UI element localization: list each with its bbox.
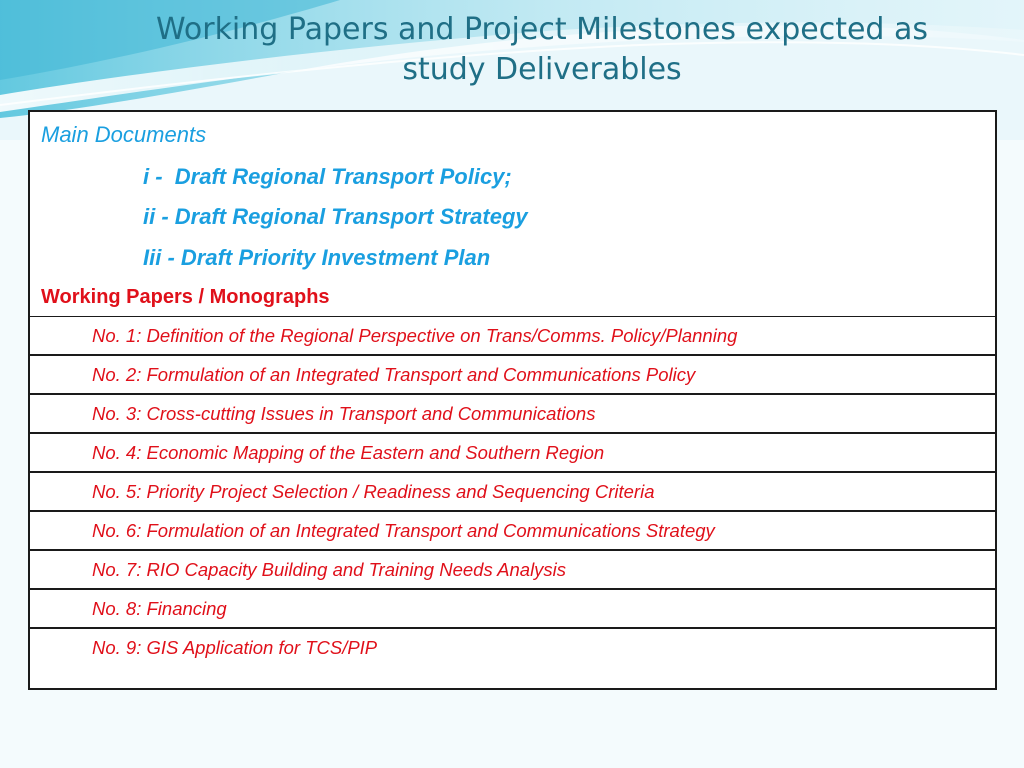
working-paper-item: No. 2: Formulation of an Integrated Transport and Communications Policy	[92, 364, 696, 385]
working-paper-item: No. 7: RIO Capacity Building and Training Needs Analysis	[92, 559, 567, 580]
working-paper-item: No. 3: Cross-cutting Issues in Transport and Communications	[92, 403, 596, 424]
working-paper-item: No. 8: Financing	[92, 598, 227, 619]
table-row	[30, 629, 995, 689]
table-row	[30, 395, 995, 434]
deliverables-table	[28, 110, 997, 690]
table-row	[30, 590, 995, 629]
main-document-item: i - Draft Regional Transport Policy;	[143, 164, 512, 189]
table-row	[30, 317, 995, 356]
table-row	[30, 512, 995, 551]
main-documents-cell	[30, 112, 995, 317]
working-paper-item: No. 1: Definition of the Regional Perspective on Trans/Comms. Policy/Planning	[92, 325, 738, 346]
main-document-item: ii - Draft Regional Transport Strategy	[143, 204, 528, 229]
working-paper-item: No. 5: Priority Project Selection / Readiness and Sequencing Criteria	[92, 481, 655, 502]
table-row	[30, 356, 995, 395]
slide-title-line-1: Working Papers and Project Milestones expected as	[155, 12, 929, 47]
main-documents-heading: Main Documents	[41, 122, 207, 147]
slide-title-line-2: study Deliverables	[402, 52, 682, 87]
working-papers-heading: Working Papers / Monographs	[41, 286, 330, 308]
working-paper-item: No. 6: Formulation of an Integrated Transport and Communications Strategy	[92, 520, 715, 541]
main-document-item: Iii - Draft Priority Investment Plan	[143, 245, 491, 270]
table-row	[30, 473, 995, 512]
working-paper-item: No. 4: Economic Mapping of the Eastern and Southern Region	[92, 442, 605, 463]
slide-title	[60, 10, 1024, 90]
working-paper-item: No. 9: GIS Application for TCS/PIP	[92, 637, 378, 658]
table-row	[30, 434, 995, 473]
table-row	[30, 551, 995, 590]
